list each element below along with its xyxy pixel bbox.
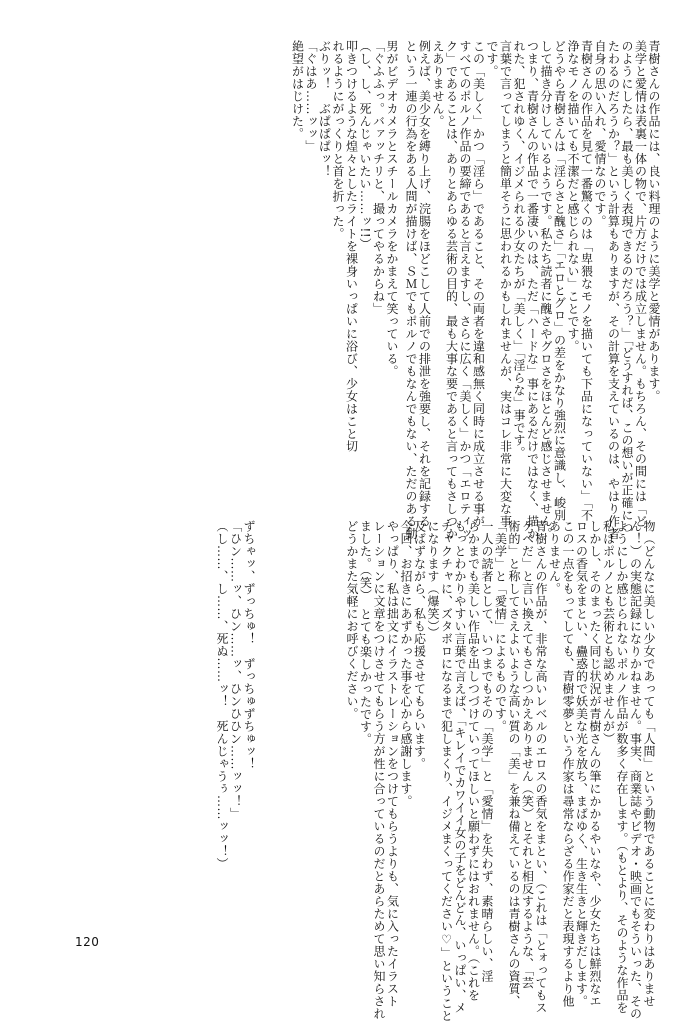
text-line: 一人の読者として、いつまでもその「美学」と「愛情」を失わず、素晴らしい、淫	[480, 520, 494, 983]
text-line: やっぱり、私は拙文にイラストレーションをつけてもらうよりも、気に入ったイラスト	[385, 520, 400, 1008]
story-closing-column	[215, 520, 256, 870]
text-line: チャクチャに、ズタボロになるまで犯しまくり、イジメまくってください♡」ということ	[439, 520, 454, 1022]
text-line: 術的」と称してさえよいような高い質の「美」を兼ね備えているのは青樹さんの資質、	[507, 520, 521, 1008]
text-line: 青樹さんの作品には、良い料理のように美学と愛情があります。	[647, 40, 661, 403]
story-scene-column	[290, 40, 398, 453]
text-line: 及ばずながら、私も応援させてもらいます。	[412, 520, 427, 770]
text-line: 絶望がはじけた。	[290, 40, 305, 140]
text-line: 例えば、美少女を縛り上げ、浣腸をほどこして人前での排泄を強要し、それを記録する	[417, 40, 432, 528]
text-line: ク」であることは、ありとあらゆる芸術の目的、最も大事な要であると言ってもさしつか	[444, 40, 459, 540]
text-line: ん！）の実態記録になりかねません。事実、商業誌やビデオ・映画でもそういった、その	[628, 520, 643, 1020]
text-line: 男がビデオカメラとスチールカメラをかまえて笑っている。	[385, 40, 399, 378]
text-line: どうやら青樹さんは「淫らさと醜さ」「エロとグロ」の差をかなり強烈に意識し、峻別	[552, 40, 567, 522]
text-line: 青樹さんの作品を見て一番驚くのは「卑猥なモノを描いても下品になっていない」「不	[579, 40, 594, 522]
text-line: 叩きつけるような煌々としたライトを裸身いっぱいに浴び、少女はこと切	[344, 40, 359, 453]
text-line: という一連の行為をある人間が描けば、ＳＭでもポルノでもなんでもない、ただのある動	[404, 40, 418, 540]
text-line: ぶりッ！ ぶぱぱぱッ！	[317, 40, 332, 178]
text-line: です。	[485, 40, 499, 78]
text-line: のようにしたら、最も美しく表現できるのだろう？」「どうすれば、この想いが正確につ	[620, 40, 634, 534]
text-line: 浄なモノを描いても不潔だと感じられない」ことです。	[566, 40, 580, 353]
text-line: 私はポルノとも芸術とも認めませんが）	[601, 520, 616, 745]
text-line: えありません。	[431, 40, 445, 128]
text-line: ました。（笑） とても楽しかったです。	[358, 520, 373, 746]
essay-part1-column	[404, 40, 661, 540]
text-line: すべてのポルノ作品の要締であると言えますし、さらに広く「美しく」かつ「エロティッ	[458, 40, 472, 540]
text-line: 今回、お招きにあずかった事を心から感謝します。	[399, 520, 413, 808]
text-line: もっとわかりやすい言葉で言えば、「キレイでカワイイ女の子をどんどん、いっぱい、メ	[453, 520, 467, 1014]
text-line: （し、し、死んじゃいたい……ッ!!）	[358, 40, 372, 251]
text-line: ようにしか感じられないポルノ作品が数多く存在します。（もとより、そのような作品を	[615, 520, 629, 1014]
text-line: 「美学」と「愛情」によるものです。	[493, 520, 508, 733]
text-line: 「ひン……ッ、ひン……ッ、ひンひひン……ッッ！」	[228, 520, 243, 820]
text-line: しかし、そのまったく同じ状況が青樹さんの筆にかかるやいなや、少女たちは鮮烈なエ	[588, 520, 602, 1008]
text-line: （し……、し……、死ぬ……ッ！ 死んじゃうぅ……ッッ！）	[215, 520, 229, 870]
text-line: らかまでも美しい作品を出しつづけていってほしいと願わずにはおれません。（これを	[466, 520, 481, 1002]
text-line: して描き分けしているようです。私たち読者に醜さやグロさをほとんど感じさせません。	[539, 40, 553, 540]
text-line: れた、犯されゆく、イジメられる少女たちが「美しく」「淫らな」事です。	[512, 40, 526, 459]
text-line: れるようにがっくりと首を折った。	[331, 40, 345, 240]
text-line: ケベだ」と言い換えてもさしつかえありません（笑）とそれと相反するような、「芸	[520, 520, 535, 989]
text-line: どうかまた気軽にお呼びください。	[345, 520, 359, 720]
text-line: 青樹さんの作品が、非常な高いレベルのエロスの香気をまとい、（これは「とォってもス	[534, 520, 548, 1014]
text-line: ありません。	[547, 520, 562, 595]
text-line: になります（爆笑））	[426, 520, 440, 639]
text-line: つまり、青樹さんの作品で一番凄いのは、ただ「ハードな」事にあるだけではなく、描か	[525, 40, 540, 540]
essay-part2-column	[345, 520, 656, 1022]
text-line: 言葉で言ってしまうと簡単そうに思われるかもしれませんが、実はコレ非常に大変な事	[498, 40, 513, 528]
text-line: この「美しく」かつ「淫ら」であること、その両者を違和感無く同時に成立させる事が	[471, 40, 486, 528]
text-line: ずちゃッ、ずっちゅ！ ずっちゅずちゅッ！	[242, 520, 256, 770]
page-number: 120	[75, 935, 100, 949]
text-line: 「ぐふふっ。バァッチリと、撮ってやるからね」	[371, 40, 386, 315]
text-line: 物（どんなに美しい少女であっても「人間」という動物であることに変わりはありませ	[642, 520, 656, 1008]
text-line: たわるのだろうか？」という計算もありますが、その計算を支えているのは、やはり作者	[606, 40, 621, 540]
text-line: 美学と愛情は表裏一体の物で、片方だけでは成立しません。もちろん、その間には「ど	[633, 40, 648, 528]
text-line: 「ぐはあ……ッッ」	[304, 40, 318, 153]
text-line: レーションに文章をつけさせてもらう方が性に合っているのだとあらためて思い知らされ	[372, 520, 386, 1020]
text-line: この一点をもってしても、青樹零夢という作家は尋常ならざる作家だと表現するより他	[561, 520, 575, 1008]
text-line: ロスの香気をまとい、蠱惑的で妖美な光を放ち、まばゆく、生き生きと輝きだします。	[574, 520, 589, 1008]
text-line: 自身の思い入れ、愛情なのです。	[593, 40, 607, 228]
